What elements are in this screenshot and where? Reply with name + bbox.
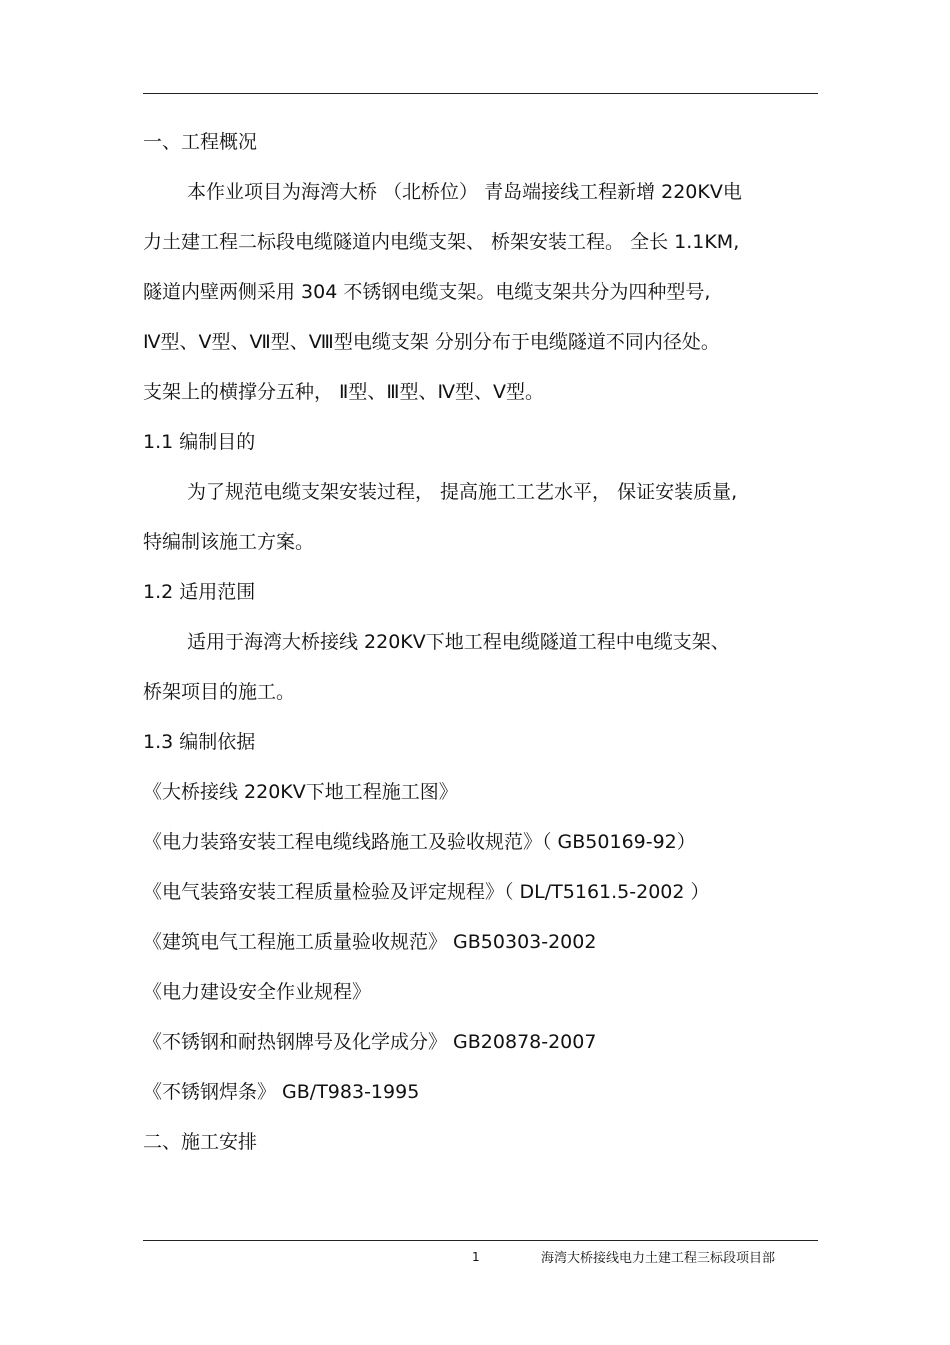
overview-line-1: 本作业项目为海湾大桥 （北桥位） 青岛端接线工程新增 220KV电 (187, 181, 742, 203)
overview-line-2: 力土建工程二标段电缆隧道内电缆支架、 桥架安装工程。 全长 1.1KM, (143, 231, 740, 253)
heading-overview: 一、工程概况 (143, 131, 258, 153)
heading-construction-arrangement: 二、施工安排 (143, 1131, 258, 1153)
reference-item: 《电力装臵安装工程电缆线路施工及验收规范》（ GB50169-92） (143, 831, 696, 853)
footer-rule (143, 1240, 818, 1241)
section-scope-heading: 1.2 适用范围 (143, 581, 256, 603)
overview-line-4: Ⅳ型、Ⅴ型、Ⅶ型、Ⅷ型电缆支架 分别分布于电缆隧道不同内径处。 (143, 331, 720, 353)
purpose-line-2: 特编制该施工方案。 (143, 531, 315, 553)
reference-item: 《建筑电气工程施工质量验收规范》 GB50303-2002 (143, 931, 597, 953)
header-rule (143, 93, 818, 94)
footer-organization: 海湾大桥接线电力土建工程三标段项目部 (541, 1251, 776, 1266)
overview-line-5: 支架上的横撑分五种， Ⅱ型、Ⅲ型、Ⅳ型、Ⅴ型。 (143, 381, 545, 403)
reference-item: 《电气装臵安装工程质量检验及评定规程》（ DL/T5161.5-2002 ） (143, 881, 710, 903)
reference-item: 《电力建设安全作业规程》 (143, 981, 372, 1003)
purpose-line-1: 为了规范电缆支架安装过程， 提高施工工艺水平， 保证安装质量, (187, 481, 738, 503)
reference-item: 《不锈钢和耐热钢牌号及化学成分》 GB20878-2007 (143, 1031, 597, 1053)
scope-line-1: 适用于海湾大桥接线 220KV下地工程电缆隧道工程中电缆支架、 (187, 631, 730, 653)
overview-line-3: 隧道内壁两侧采用 304 不锈钢电缆支架。电缆支架共分为四种型号, (143, 281, 711, 303)
reference-item: 《不锈钢焊条》 GB/T983-1995 (143, 1081, 420, 1103)
section-basis-heading: 1.3 编制依据 (143, 731, 256, 753)
scope-line-2: 桥架项目的施工。 (143, 681, 296, 703)
page-number: 1 (472, 1250, 480, 1264)
section-purpose-heading: 1.1 编制目的 (143, 431, 256, 453)
reference-item: 《大桥接线 220KV下地工程施工图》 (143, 781, 458, 803)
